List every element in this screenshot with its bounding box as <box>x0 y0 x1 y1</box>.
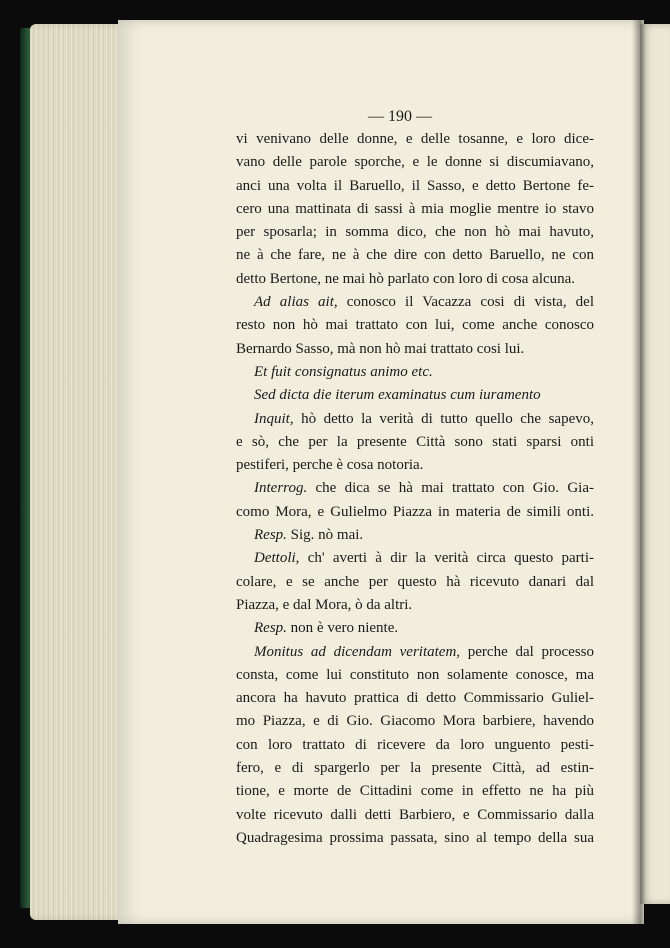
body-text: non è vero niente. <box>286 620 399 637</box>
text-line <box>236 501 594 524</box>
italic-text: Inquit, <box>254 410 294 427</box>
body-text: e sò, che per la presente Città sono stati sparsi onti <box>236 433 594 450</box>
italic-text: Et fuit consignatus animo etc. <box>254 363 433 380</box>
text-line <box>236 827 594 850</box>
body-text: con loro trattato di ricevere da loro unguento pesti- <box>236 736 594 753</box>
italic-text: Resp. <box>254 527 287 544</box>
body-text: ch' averti à dir la verità circa questo parti- <box>299 550 594 567</box>
body-text: per sposarla; in somma dico, che non hò mai havuto, <box>236 224 594 241</box>
body-text: vi venivano delle donne, e delle tosanne, e loro dice- <box>236 131 594 147</box>
text-line <box>236 571 594 594</box>
text-line <box>236 477 594 500</box>
text-line <box>236 128 594 151</box>
text-line <box>236 151 594 174</box>
italic-text: Sed dicta die iterum examinatus cum iuramento <box>254 387 541 404</box>
text-line <box>236 314 594 337</box>
text-line <box>236 454 594 477</box>
text-line <box>236 641 594 664</box>
text-line <box>236 757 594 780</box>
body-text: ne à che fare, ne à che dire con detto Baruello, ne con <box>236 247 594 264</box>
body-text: Quadragesima prossima passata, sino al tempo della sua <box>236 829 594 846</box>
body-text: pestiferi, perche è cosa notoria. <box>236 457 424 474</box>
body-text: conosco il Vacazza cosi di vista, del <box>337 294 595 311</box>
body-text: volte ricevuto dalli detti Barbiero, e Commissario dalla <box>236 806 594 823</box>
text-line <box>236 664 594 687</box>
page-text <box>236 128 594 850</box>
italic-text: Monitus ad dicendam veritatem, <box>254 643 461 660</box>
body-text: cero una mattinata di sassi à mia moglie mentre io stavo <box>236 200 594 217</box>
italic-text: Ad alias ait, <box>254 294 338 311</box>
body-text: che dica se hà mai trattato con Gio. Gia- <box>307 480 594 497</box>
body-text: consta, come lui constituto non solamente conosce, ma <box>236 666 594 683</box>
text-line <box>236 431 594 454</box>
italic-text: Resp. <box>254 620 287 637</box>
body-text: como Mora, e Gulielmo Piazza in materia de simili onti. <box>236 503 594 520</box>
text-line <box>236 780 594 803</box>
text-line <box>236 198 594 221</box>
body-text: detto Bertone, ne mai hò parlato con loro di cosa alcuna. <box>236 270 576 287</box>
text-line <box>236 361 594 384</box>
body-text: perche dal processo <box>460 643 594 660</box>
body-text: fero, e di spargerlo per la presente Città, ad estin- <box>236 760 594 777</box>
text-line <box>236 594 594 617</box>
body-text: Sig. nò mai. <box>286 527 364 544</box>
body-text: vano delle parole sporche, e le donne si discumiavano, <box>236 154 594 171</box>
body-text: tione, e morte de Cittadini come in effetto ne ha più <box>236 783 594 800</box>
body-text: hò detto la verità di tutto quello che sapevo, <box>293 410 594 427</box>
page-edges <box>30 24 130 920</box>
text-line <box>236 244 594 267</box>
body-text: anci una volta il Baruello, il Sasso, e detto Bertone fe- <box>236 177 594 194</box>
page-gutter <box>632 20 646 924</box>
text-line <box>236 175 594 198</box>
text-line <box>236 687 594 710</box>
body-text: Bernardo Sasso, mà non hò mai trattato cosi lui. <box>236 340 525 357</box>
text-line <box>236 710 594 733</box>
body-text: Piazza, e dal Mora, ò da altri. <box>236 596 413 613</box>
body-text: ancora ha havuto prattica di detto Commissario Guliel- <box>236 690 594 707</box>
text-line <box>236 268 594 291</box>
text-line <box>236 408 594 431</box>
text-line <box>236 617 594 640</box>
body-text: mo Piazza, e di Gio. Giacomo Mora barbiere, havendo <box>236 713 594 730</box>
text-line <box>236 804 594 827</box>
page-number: — 190 — <box>368 108 432 125</box>
body-text: resto non hò mai trattato con lui, come anche conosco <box>236 317 594 334</box>
text-line <box>236 734 594 757</box>
italic-text: Dettoli, <box>254 550 300 567</box>
text-line <box>236 338 594 361</box>
italic-text: Interrog. <box>254 480 308 497</box>
text-line <box>236 221 594 244</box>
text-line <box>236 524 594 547</box>
body-text: colare, e se anche per questo hà ricevuto danari dal <box>236 573 594 590</box>
text-line <box>236 291 594 314</box>
text-line <box>236 384 594 407</box>
text-line <box>236 547 594 570</box>
